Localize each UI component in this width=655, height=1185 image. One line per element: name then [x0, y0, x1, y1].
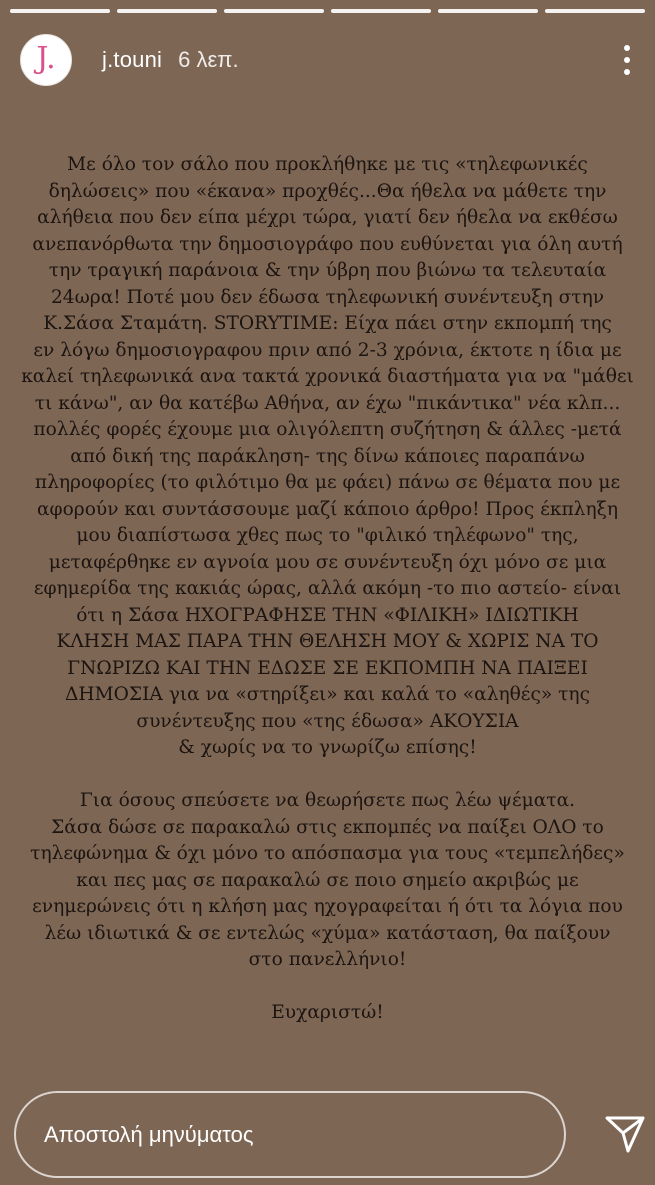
story-text-line: στο πανελλήνιο!: [248, 949, 407, 970]
story-text-line: πολλές φορές έχουμε μια ολιγόλεπτη συζήτηση & άλλες -μετά: [33, 419, 622, 440]
story-text-line: την τραγική παράνοια & την ύβρη που βιώνω τα τελευταία: [48, 260, 607, 281]
send-icon: [604, 1114, 646, 1154]
story-text-line: ενημερώνεις ότι η κλήση μας ηχογραφείται ή ότι τα λόγια που: [32, 896, 623, 917]
story-text-line: Για όσους σπεύσετε να θεωρήσετε πως λέω ψέματα.: [79, 790, 576, 811]
story-text-line: μεταφέρθηκε εν αγνοία μου σε συνέντευξη όχι μόνο σε μια: [48, 551, 607, 573]
story-text-line: Ευχαριστώ!: [271, 1002, 384, 1023]
story-text: [20, 152, 635, 1027]
reply-bar[interactable]: [14, 1091, 566, 1178]
story-text-line: μου διαπίστωσα χθες πως το "φιλικό τηλέφωνο" της,: [76, 525, 579, 546]
story-progress-bar: [10, 9, 645, 13]
story-text-line: τηλεφώνημα & όχι μόνο το απόσπασμα για τους «τεμπελήδες»: [30, 843, 625, 864]
more-vertical-icon: [624, 69, 630, 75]
story-timestamp: 6 λεπ.: [178, 47, 239, 72]
progress-segment: [224, 9, 324, 13]
story-text-line: λέω ιδιωτικά & σε εντελώς «χύμα» κατάσταση, θα παίξουν: [44, 922, 611, 944]
more-vertical-icon: [624, 45, 630, 51]
story-text-line: Σάσα δώσε σε παρακαλώ στις εκπομπές να παίξει ΟΛΟ το: [51, 816, 604, 838]
paragraph-gap: [20, 974, 635, 1001]
story-text-line: και πες μας σε παρακαλώ σε ποιο σημείο ακριβώς με: [76, 869, 579, 891]
story-text-line: 24ωρα! Ποτέ μου δεν έδωσα τηλεφωνική συνέντευξη στην: [50, 286, 605, 308]
story-text-line: τι κάνω", αν θα κατέβω Αθήνα, αν έχω "πικάντικα" νέα κλπ...: [34, 392, 621, 414]
progress-segment: [438, 9, 538, 13]
story-text-line: αφορούν και συντάσσουμε μαζί κάποιο άρθρο! Προς έκπληξη: [37, 498, 618, 520]
story-text-line: καλεί τηλεφωνικά ανα τακτά χρονικά διαστήματα για να "μάθει: [21, 366, 634, 387]
story-text-line: ΚΛΗΣΗ ΜΑΣ ΠΑΡΑ ΤΗΝ ΘΕΛΗΣΗ ΜΟΥ & ΧΩΡΙΣ ΝΑ ΤΟ: [56, 631, 599, 652]
progress-segment: [545, 9, 645, 13]
story-text-line: εφημερίδα της κακιάς ώρας, αλλά ακόμη -το πιο αστείο- είναι: [33, 578, 622, 599]
story-text-line: ΓΝΩΡΙΖΩ ΚΑΙ ΤΗΝ ΕΔΩΣΕ ΣΕ ΕΚΠΟΜΠΗ ΝΑ ΠΑΙΞΕΙ: [67, 657, 588, 679]
story-text-line: ότι η Σάσα ΗΧΟΓΡΑΦΗΣΕ ΤΗΝ «ΦΙΛΙΚΗ» ΙΔΙΩΤΙΚΗ: [76, 604, 579, 626]
story-text-line: πληροφορίες (το φιλότιμο θα με φάει) πάνω σε θέματα που με: [34, 472, 621, 493]
avatar-logo: J.: [36, 41, 56, 76]
story-text-line: από δική της παράκληση- της δίνω κάποιες παραπάνω: [70, 445, 585, 467]
story-text-line: εν λόγω δημοσιογραφου πριν από 2-3 χρόνια, έκτοτε η ίδια με: [33, 339, 622, 361]
story-text-line: δηλώσεις» που «έκανα» προχθές...Θα ήθελα να μάθετε την: [48, 180, 607, 202]
story-text-line: & χωρίς να το γνωρίζω επίσης!: [178, 737, 477, 758]
progress-segment: [117, 9, 217, 13]
more-options-button[interactable]: [615, 40, 639, 80]
more-vertical-icon: [624, 57, 630, 63]
progress-segment: [331, 9, 431, 13]
story-header: [20, 34, 639, 86]
progress-segment: [10, 9, 110, 13]
story-text-line: ανεπανόρθωτα την δημοσιογράφο που ευθύνεται για όλη αυτή: [32, 233, 623, 255]
story-text-line: ΔΗΜΟΣΙΑ για να «στηρίξει» και καλά το «αληθές» της: [65, 684, 590, 705]
message-input[interactable]: [42, 1121, 564, 1149]
send-button[interactable]: [604, 1114, 646, 1154]
paragraph-gap: [20, 762, 635, 789]
avatar[interactable]: [20, 34, 72, 86]
story-text-line: συνέντευξης που «της έδωσα» ΑΚΟΥΣΙΑ: [136, 710, 519, 732]
username[interactable]: j.touni: [102, 47, 163, 72]
story-text-line: αλήθεια που δεν είπα μέχρι τώρα, γιατί δεν ήθελα να εκθέσω: [37, 207, 618, 228]
story-text-line: Κ.Σάσα Σταμάτη. STORYTIME: Είχα πάει στην εκπομπή της: [43, 313, 612, 334]
story-text-line: Με όλο τον σάλο που προκλήθηκε με τις «τηλεφωνικές: [67, 154, 588, 175]
